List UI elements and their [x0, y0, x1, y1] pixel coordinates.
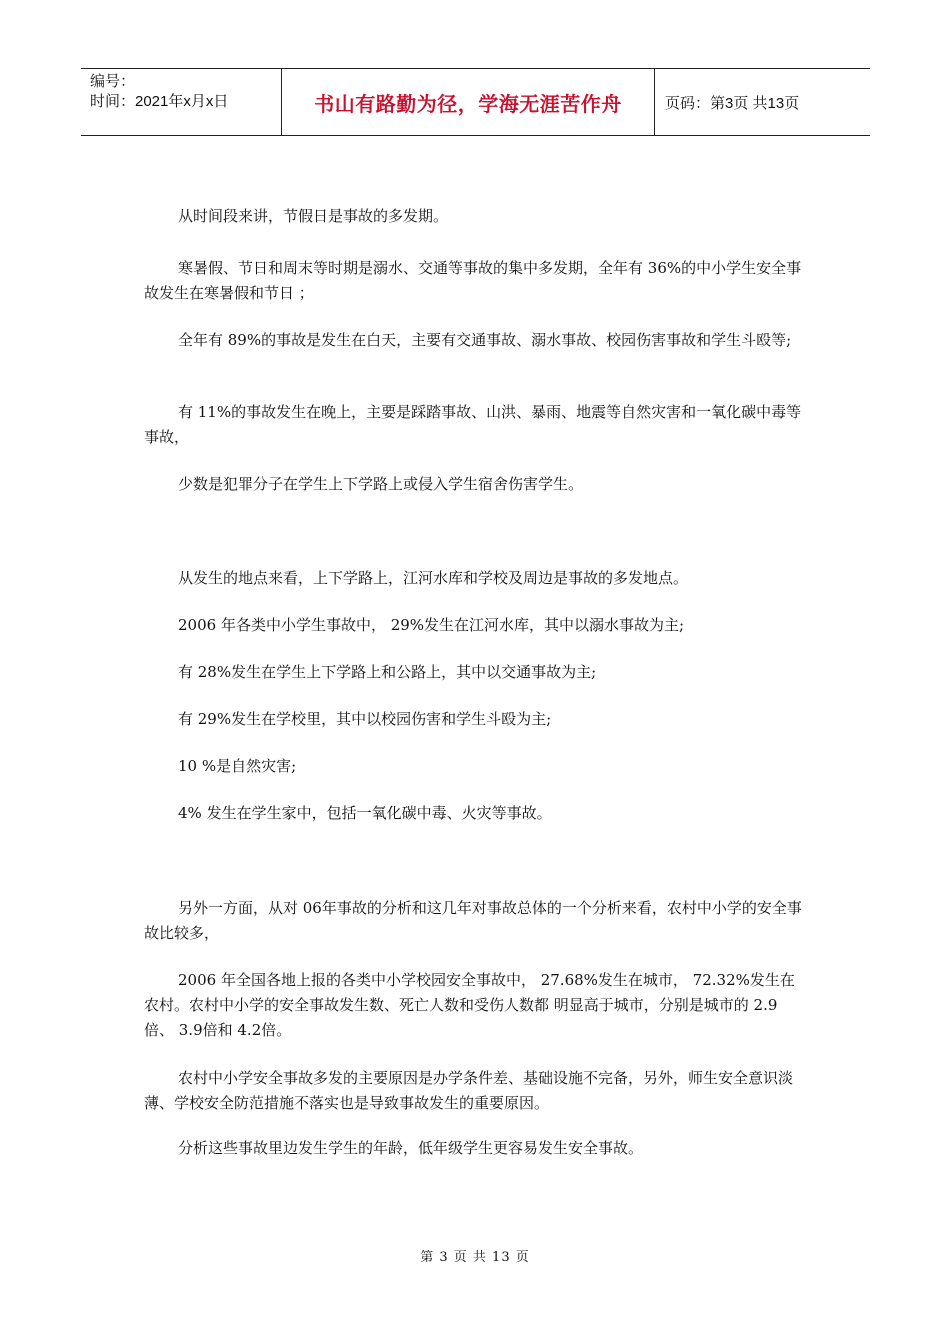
- paragraph: 2006 年全国各地上报的各类中小学校园安全事故中， 27.68%发生在城市， 72.32%发生在农村。农村中小学的安全事故发生数、死亡人数和受伤人数都 明显高于城市，分别是城市的 2.9倍、 3.9倍和 4.2倍。: [144, 971, 795, 1039]
- paragraph: 有 11%的事故发生在晚上，主要是踩踏事故、山洪、暴雨、地震等自然灾害和一氧化碳中毒等事故，: [144, 403, 802, 446]
- document-date: 时间：2021年x月x日: [90, 93, 229, 110]
- paragraph: 10 %是自然灾害;: [178, 757, 297, 775]
- page-header: [81, 68, 870, 136]
- paragraph: 从时间段来讲，节假日是事故的多发期。: [178, 207, 449, 225]
- header-motto: 书山有路勤为径，学海无涯苦作舟: [314, 91, 622, 116]
- header-page-info: 页码：第3页 共13页: [665, 94, 800, 112]
- paragraph: 另外一方面，从对 06年事故的分析和这几年对事故总体的一个分析来看，农村中小学的安全事故比较多，: [144, 899, 802, 942]
- header-meta-cell: [81, 69, 282, 135]
- paragraph: 少数是犯罪分子在学生上下学路上或侵入学生宿舍伤害学生。: [178, 475, 584, 493]
- paragraph: 4% 发生在学生家中，包括一氧化碳中毒、火灾等事故。: [178, 804, 552, 822]
- document-number-label: 编号：: [90, 73, 136, 90]
- paragraph: 有 28%发生在学生上下学路上和公路上，其中以交通事故为主;: [178, 663, 597, 681]
- paragraph: 有 29%发生在学校里，其中以校园伤害和学生斗殴为主;: [178, 710, 552, 728]
- header-motto-cell: [282, 69, 655, 135]
- page-footer: 第 3 页 共 13 页: [420, 1250, 530, 1265]
- header-page-cell: [655, 69, 870, 135]
- paragraph: 从发生的地点来看，上下学路上，江河水库和学校及周边是事故的多发地点。: [178, 569, 689, 587]
- paragraph: 寒暑假、节日和周末等时期是溺水、交通等事故的集中多发期，全年有 36%的中小学生安全事故发生在寒暑假和节日 ；: [144, 259, 802, 302]
- paragraph: 全年有 89%的事故是发生在白天，主要有交通事故、溺水事故、校园伤害事故和学生斗殴等;: [178, 331, 792, 349]
- paragraph: 农村中小学安全事故多发的主要原因是办学条件差、基础设施不完备，另外，师生安全意识淡薄、学校安全防范措施不落实也是导致事故发生的重要原因。: [144, 1069, 794, 1112]
- paragraph: 分析这些事故里边发生学生的年龄，低年级学生更容易发生安全事故。: [178, 1139, 644, 1157]
- paragraph: 2006 年各类中小学生事故中， 29%发生在江河水库，其中以溺水事故为主;: [178, 616, 685, 634]
